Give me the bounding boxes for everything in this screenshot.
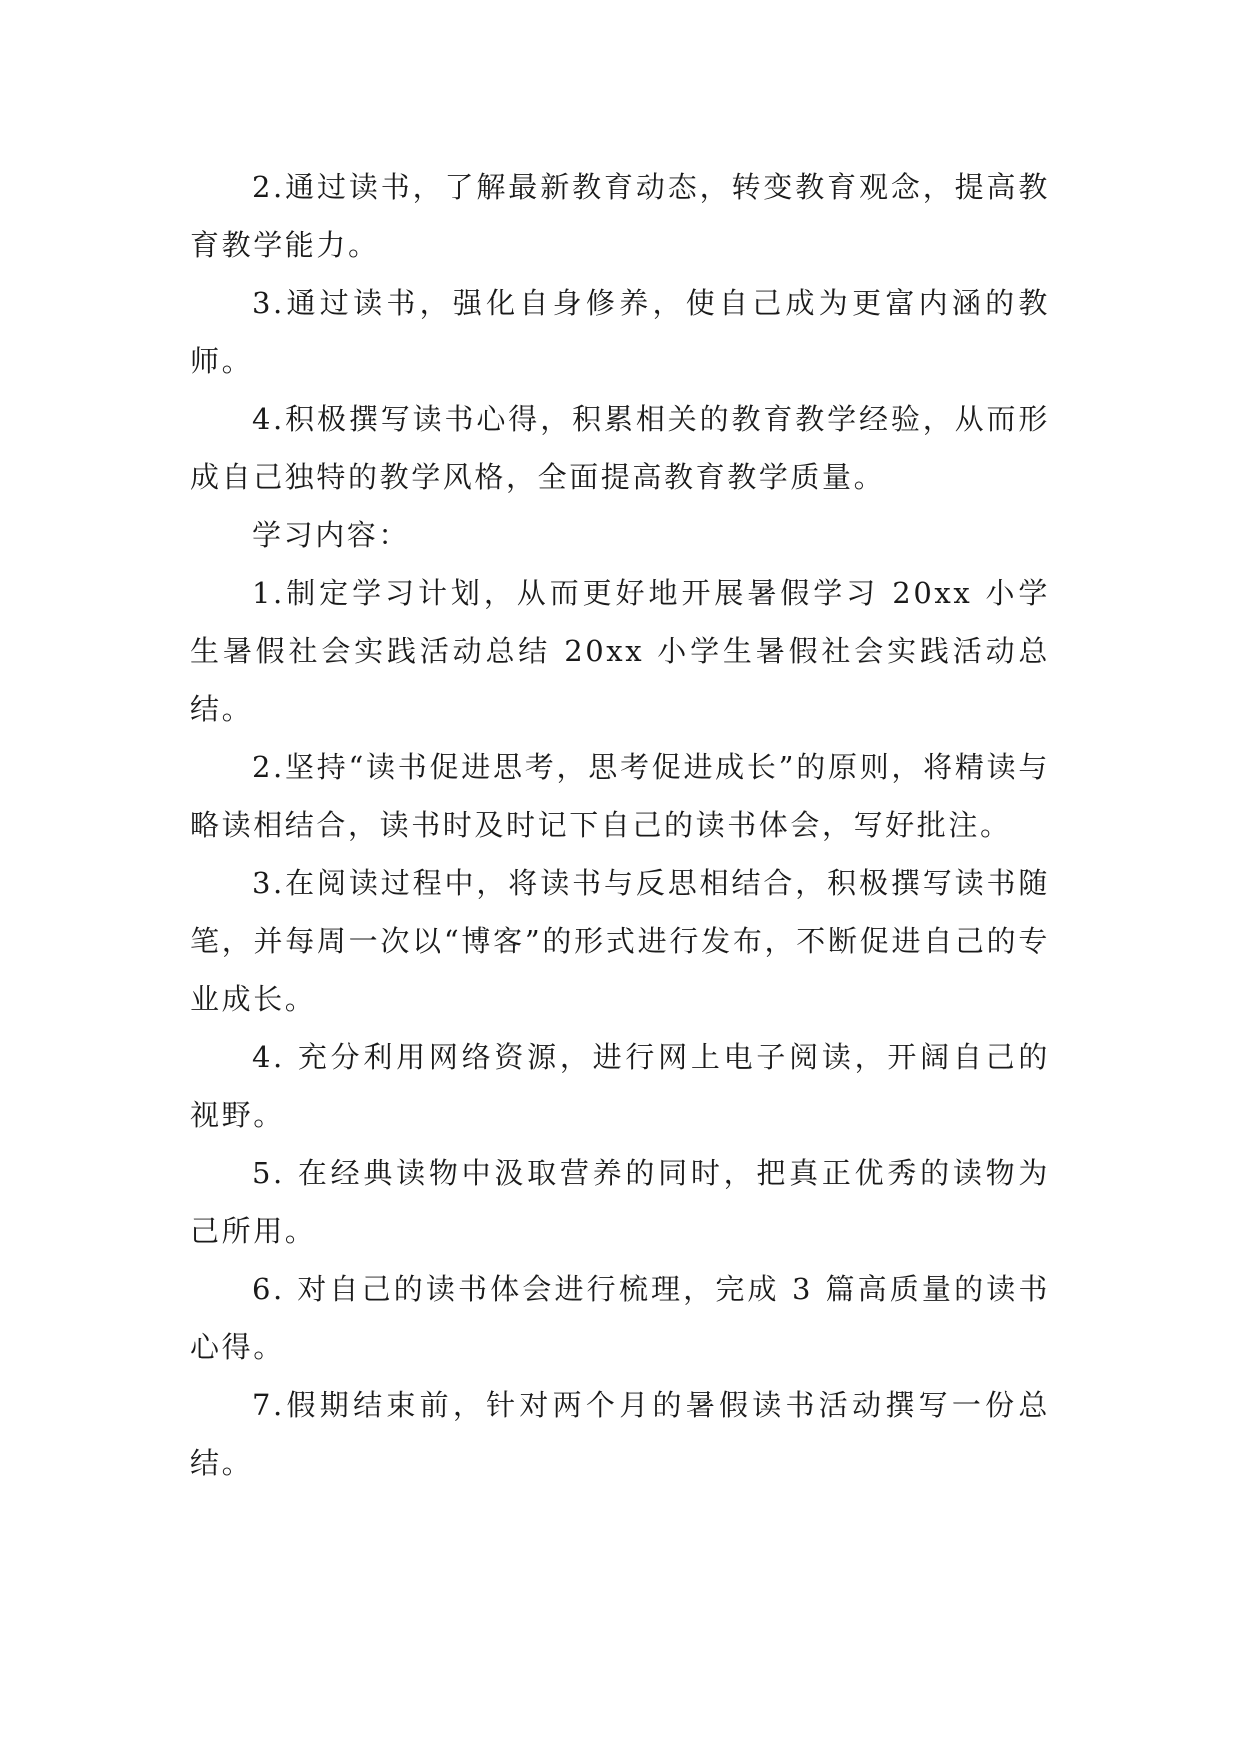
paragraph-content-1: 1.制定学习计划，从而更好地开展暑假学习 20xx 小学生暑假社会实践活动总结 20xx 小学生暑假社会实践活动总结。	[190, 576, 1050, 726]
paragraph-content-4: 4. 充分利用网络资源，进行网上电子阅读，开阔自己的视野。	[190, 1040, 1050, 1132]
document-body	[190, 158, 1050, 1492]
section-heading-study-content: 学习内容：	[252, 518, 411, 552]
paragraph-content-6: 6. 对自己的读书体会进行梳理，完成 3 篇高质量的读书心得。	[190, 1272, 1050, 1364]
paragraph-content-5: 5. 在经典读物中汲取营养的同时，把真正优秀的读物为己所用。	[190, 1156, 1050, 1248]
paragraph-content-2: 2.坚持“读书促进思考，思考促进成长”的原则，将精读与略读相结合，读书时及时记下自己的读书体会，写好批注。	[190, 750, 1050, 842]
paragraph-content-3: 3.在阅读过程中，将读书与反思相结合，积极撰写读书随笔，并每周一次以“博客”的形式进行发布，不断促进自己的专业成长。	[190, 866, 1050, 1016]
paragraph-goal-4: 4.积极撰写读书心得，积累相关的教育教学经验，从而形成自己独特的教学风格，全面提高教育教学质量。	[190, 402, 1050, 494]
paragraph-goal-2: 2.通过读书，了解最新教育动态，转变教育观念，提高教育教学能力。	[190, 170, 1050, 262]
paragraph-content-7: 7.假期结束前，针对两个月的暑假读书活动撰写一份总结。	[190, 1388, 1050, 1480]
paragraph-goal-3: 3.通过读书，强化自身修养，使自己成为更富内涵的教师。	[190, 286, 1050, 378]
